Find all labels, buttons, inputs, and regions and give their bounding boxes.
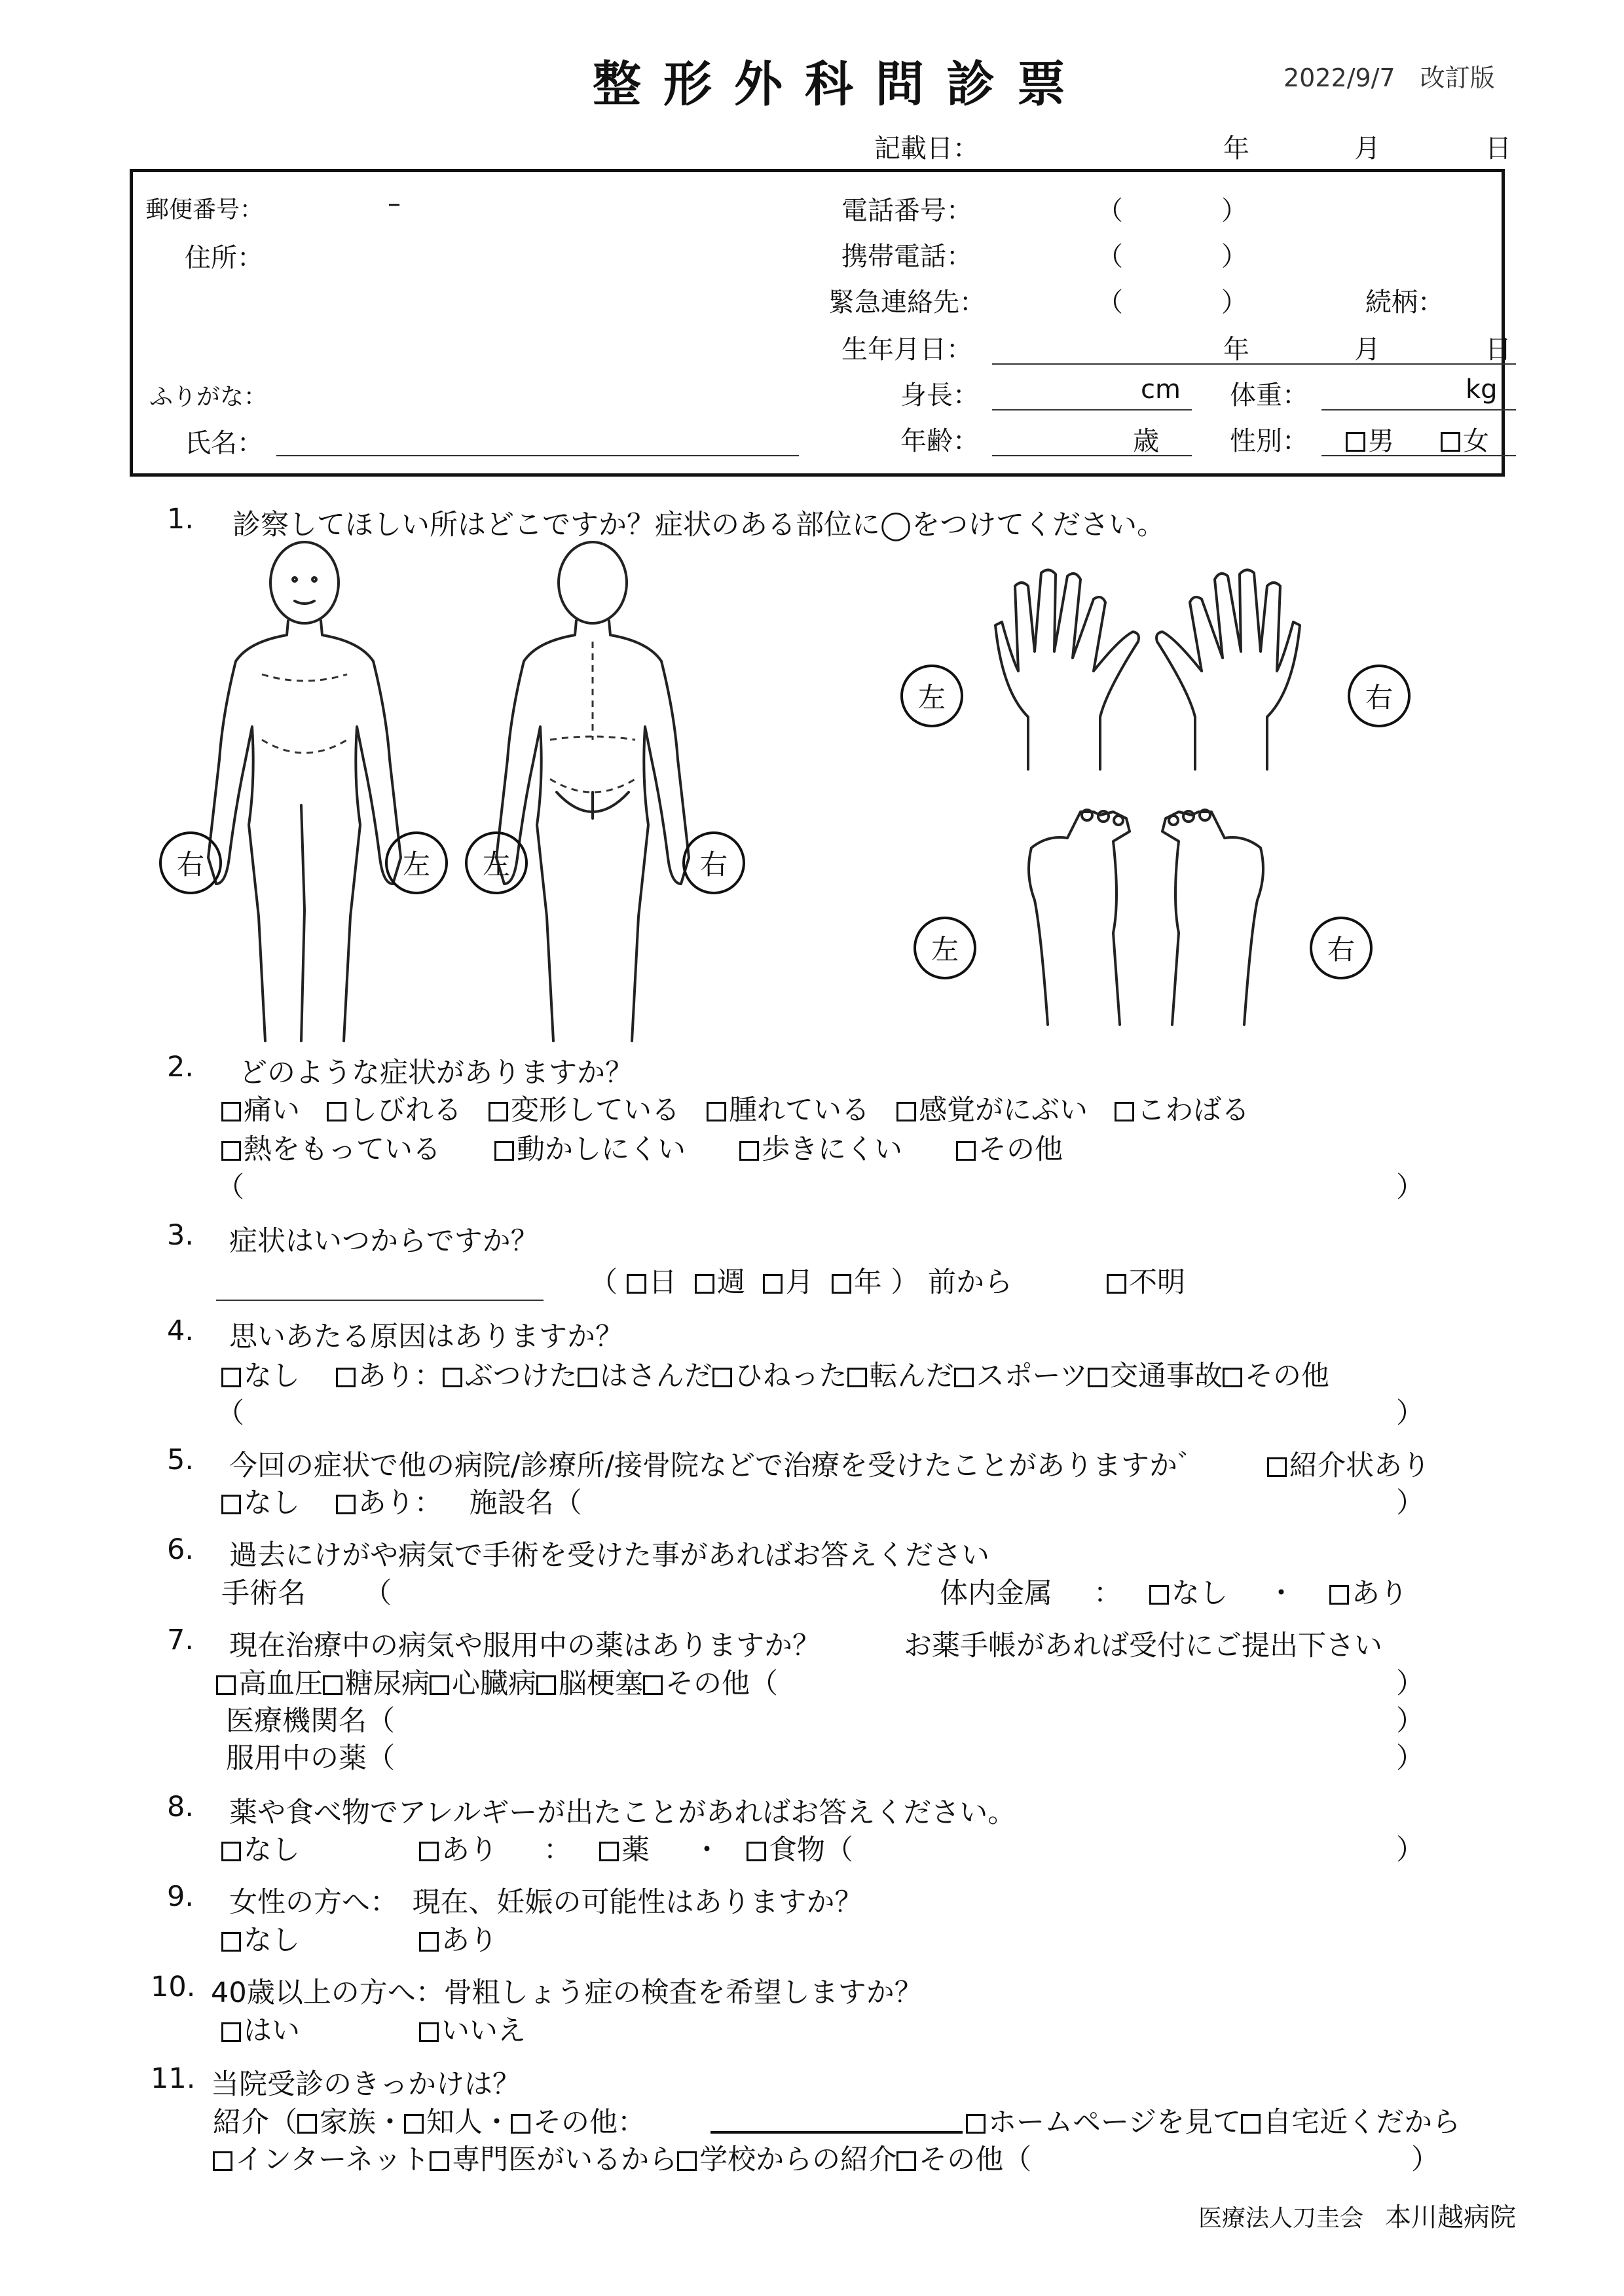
q2-opt-6[interactable]: 熱をもっている — [221, 1133, 441, 1166]
q10-yes-checkbox[interactable] — [221, 2022, 241, 2042]
q7-disease-4[interactable]: その他（ — [643, 1667, 778, 1700]
left-foot-figure[interactable] — [1022, 802, 1139, 1028]
birth-underline[interactable] — [992, 363, 1516, 365]
emergency-paren-open[interactable]: （ — [1097, 287, 1123, 318]
q3-unit-month[interactable]: 月 — [763, 1266, 813, 1299]
q8-dot: ・ — [693, 1834, 721, 1867]
q8-none[interactable]: なし — [221, 1828, 300, 1868]
footer-org: 医療法人刀圭会 — [1198, 2205, 1364, 2232]
body-back-figure[interactable] — [485, 543, 701, 1021]
sex-label: 性別： — [1230, 426, 1308, 456]
q4-cause-3[interactable]: 転んだ — [847, 1360, 954, 1393]
q3-day-checkbox[interactable] — [627, 1274, 646, 1294]
q2-opt-2-checkbox[interactable] — [489, 1102, 508, 1121]
phone-paren-open[interactable]: （ — [1097, 196, 1123, 226]
q5-referral-checkbox[interactable] — [1267, 1457, 1287, 1477]
q2-opt-1-checkbox[interactable] — [327, 1102, 346, 1121]
q11-row2: 紹介（ 家族・ 知人・ その他： — [213, 2106, 646, 2139]
q8-drug[interactable]: 薬 — [599, 1828, 650, 1868]
mobile-paren-close: ） — [1221, 242, 1247, 272]
q7-institution-close: ） — [1396, 1705, 1424, 1738]
q2-text: どのような症状がありますか？ — [239, 1057, 633, 1089]
page-title: 整形外科問診票 — [593, 56, 1088, 113]
address-label: 住所： — [185, 243, 263, 273]
q2-opt-3[interactable]: 腫れている — [707, 1094, 870, 1127]
q3-week-checkbox[interactable] — [695, 1274, 714, 1294]
date-year: 年 — [1223, 134, 1249, 164]
q6-yes-checkbox[interactable] — [1329, 1585, 1349, 1605]
q2-other-open[interactable]: （ — [216, 1171, 244, 1204]
foot-left-marker: 左 — [913, 917, 976, 979]
q11-homepage[interactable]: ホームページを見て — [966, 2106, 1241, 2139]
q7-diseases-close: ） — [1396, 1667, 1424, 1700]
q4-cause-3-checkbox[interactable] — [847, 1368, 867, 1387]
q9-yes-checkbox[interactable] — [419, 1932, 439, 1952]
q11-intro-opt-2[interactable]: その他： — [511, 2106, 646, 2139]
q11-row3-opt-0[interactable]: インターネット — [213, 2143, 430, 2176]
q11-row3-opt-1-checkbox[interactable] — [430, 2151, 449, 2171]
foot-right-marker: 右 — [1310, 917, 1373, 979]
q5-none[interactable]: なし — [221, 1487, 300, 1520]
left-hand-figure[interactable] — [989, 560, 1146, 776]
q1-number: 1. — [167, 503, 194, 536]
q10-text: 40歳以上の方へ：骨粗しょう症の検査を希望しますか？ — [211, 1977, 923, 2009]
mobile-paren-open[interactable]: （ — [1097, 242, 1123, 272]
q6-text: 過去にけがや病気で手術を受けた事があればお答えください — [229, 1539, 989, 1572]
q7-medicine-close: ） — [1396, 1742, 1424, 1775]
postal-label: 郵便番号： — [145, 196, 264, 223]
right-hand-figure[interactable] — [1149, 560, 1306, 776]
phone-label: 電話番号： — [841, 196, 972, 226]
emergency-label: 緊急連絡先： — [828, 287, 986, 318]
height-unit: cm — [1141, 374, 1181, 405]
q11-near[interactable]: 自宅近くだから — [1241, 2106, 1460, 2139]
q2-opt-0-checkbox[interactable] — [221, 1102, 241, 1121]
q7-note: お薬手帳があれば受付にご提出下さい — [904, 1630, 1382, 1662]
name-underline[interactable] — [276, 455, 799, 456]
q4-cause-2-checkbox[interactable] — [712, 1368, 732, 1387]
q2-opt-7-checkbox[interactable] — [494, 1141, 514, 1161]
relation-label: 続柄： — [1365, 287, 1444, 318]
q6-metal-dot: ・ — [1267, 1577, 1295, 1610]
q4-cause-6-checkbox[interactable] — [1223, 1368, 1242, 1387]
q8-yes-checkbox[interactable] — [419, 1842, 439, 1861]
furigana-label: ふりがな： — [149, 384, 268, 410]
back-left-marker: 左 — [465, 831, 528, 894]
q4-cause-1-checkbox[interactable] — [578, 1368, 597, 1387]
q10-no[interactable]: いいえ — [419, 2009, 526, 2049]
q8-food[interactable]: 食物（ — [747, 1828, 853, 1868]
birth-label: 生年月日： — [841, 335, 972, 365]
height-label: 身長： — [900, 380, 979, 410]
hand-left-marker: 左 — [900, 665, 963, 727]
front-left-marker: 左 — [385, 831, 448, 894]
q4-cause-4[interactable]: スポーツ — [954, 1360, 1088, 1393]
q7-disease-2-checkbox[interactable] — [430, 1675, 449, 1695]
q2-other-close: ） — [1396, 1171, 1424, 1204]
footer-hospital: 本川越病院 — [1385, 2202, 1516, 2232]
body-front-figure[interactable] — [196, 543, 413, 1021]
q5-yes[interactable]: あり： — [336, 1487, 443, 1520]
q4-cause-0[interactable]: ぶつけた — [443, 1360, 578, 1393]
q6-metal-yes[interactable]: あり — [1329, 1571, 1408, 1611]
q3-text: 症状はいつからですか？ — [229, 1225, 539, 1258]
right-foot-figure[interactable] — [1153, 802, 1270, 1028]
q5-referral[interactable]: 紹介状あり — [1267, 1444, 1430, 1484]
q5-row — [221, 1481, 582, 1521]
q6-metal-colon: ： — [1094, 1577, 1122, 1610]
weight-underline[interactable] — [1321, 409, 1516, 410]
mobile-label: 携帯電話： — [841, 242, 972, 272]
q3-unit-day[interactable]: 日 — [627, 1266, 677, 1299]
q2-opt-8[interactable]: 歩きにくい — [739, 1133, 902, 1166]
q2-row2 — [221, 1127, 1063, 1167]
q11-row3-opt-3[interactable]: その他（ — [896, 2143, 1031, 2176]
female-checkbox[interactable] — [1441, 432, 1460, 452]
q4-yes[interactable]: あり： — [336, 1360, 443, 1393]
q6-surgery-open[interactable]: （ — [363, 1577, 392, 1610]
q6-surgery-label: 手術名 — [221, 1577, 306, 1610]
q5-none-checkbox[interactable] — [221, 1495, 241, 1514]
q7-disease-1[interactable]: 糖尿病 — [323, 1667, 430, 1700]
q4-row — [221, 1354, 1329, 1394]
q9-yes[interactable]: あり — [419, 1918, 498, 1958]
q2-opt-8-checkbox[interactable] — [739, 1141, 759, 1161]
q5-text: 今回の症状で他の病院/診療所/接骨院などで治療を受けたことがありますか゛ — [229, 1449, 1206, 1482]
q2-opt-2[interactable]: 変形している — [489, 1094, 680, 1127]
q9-number: 9. — [167, 1880, 194, 1913]
weight-unit: kg — [1466, 374, 1498, 405]
q11-intro-opt-0-checkbox[interactable] — [297, 2114, 317, 2134]
q5-facility-close: ） — [1396, 1487, 1424, 1520]
q7-disease-1-checkbox[interactable] — [323, 1675, 342, 1695]
q3-unknown-checkbox[interactable] — [1107, 1274, 1126, 1294]
q11-other-underline[interactable] — [710, 2131, 963, 2134]
q7-disease-2[interactable]: 心臓病 — [430, 1667, 536, 1700]
emergency-paren-close: ） — [1221, 287, 1247, 318]
q2-opt-5-checkbox[interactable] — [1115, 1102, 1134, 1121]
q11-intro-opt-1[interactable]: 知人・ — [404, 2106, 511, 2139]
q2-opt-3-checkbox[interactable] — [707, 1102, 726, 1121]
height-underline[interactable] — [992, 409, 1192, 410]
q7-number: 7. — [167, 1624, 194, 1656]
q7-disease-0[interactable]: 高血圧 — [216, 1667, 323, 1700]
q5-number: 5. — [167, 1444, 194, 1476]
q7-disease-4-checkbox[interactable] — [643, 1675, 663, 1695]
date-month: 月 — [1354, 134, 1380, 164]
q8-number: 8. — [167, 1791, 194, 1823]
date-label: 記載日： — [874, 134, 979, 164]
q4-cause-4-checkbox[interactable] — [954, 1368, 974, 1387]
back-right-marker: 右 — [682, 831, 745, 894]
date-day: 日 — [1485, 134, 1511, 164]
q4-cause-6[interactable]: その他 — [1223, 1360, 1329, 1393]
sex-female[interactable]: 女 — [1441, 420, 1489, 458]
q7-disease-3[interactable]: 脳梗塞 — [536, 1667, 643, 1700]
q2-opt-9[interactable]: その他 — [956, 1133, 1063, 1166]
q4-none[interactable]: なし — [221, 1360, 300, 1393]
q7-text: 現在治療中の病気や服用中の薬はありますか？ — [229, 1630, 821, 1662]
name-label: 氏名： — [185, 428, 263, 458]
q7-medicine[interactable]: 服用中の薬（ — [226, 1742, 395, 1775]
q5-facility-label[interactable]: 施設名（ — [469, 1487, 582, 1520]
q2-opt-4-checkbox[interactable] — [896, 1102, 916, 1121]
q8-colon: ： — [544, 1834, 572, 1867]
q8-food-close: ） — [1396, 1834, 1424, 1867]
q10-no-checkbox[interactable] — [419, 2022, 439, 2042]
birth-day: 日 — [1485, 335, 1511, 365]
q11-homepage-checkbox[interactable] — [966, 2114, 986, 2134]
age-label: 年齢： — [900, 426, 979, 456]
q11-near-checkbox[interactable] — [1241, 2114, 1261, 2134]
q10-yes[interactable]: はい — [221, 2009, 300, 2049]
hand-right-marker: 右 — [1348, 665, 1411, 727]
q8-yes[interactable]: あり — [419, 1828, 498, 1868]
q2-opt-5[interactable]: こわばる — [1115, 1094, 1249, 1127]
q4-cause-0-checkbox[interactable] — [443, 1368, 462, 1387]
q11-row3-opt-1[interactable]: 専門医がいるから — [430, 2143, 677, 2176]
q4-other-close: ） — [1396, 1397, 1424, 1430]
q9-none[interactable]: なし — [221, 1918, 300, 1958]
q8-text: 薬や食べ物でアレルギーが出たことがあればお答えください。 — [229, 1796, 1016, 1829]
q8-none-checkbox[interactable] — [221, 1842, 241, 1861]
q3-month-checkbox[interactable] — [763, 1274, 783, 1294]
q1-text: 診察してほしい所はどこですか？症状のある部位に◯をつけてください。 — [232, 509, 1166, 541]
sex-male[interactable]: 男 — [1346, 420, 1394, 458]
q11-row3-opt-0-checkbox[interactable] — [213, 2151, 232, 2171]
q3-year-checkbox[interactable] — [832, 1274, 851, 1294]
q2-row1 — [221, 1088, 1249, 1128]
q5-yes-checkbox[interactable] — [336, 1495, 356, 1514]
q9-none-checkbox[interactable] — [221, 1932, 241, 1952]
q4-cause-1[interactable]: はさんだ — [578, 1360, 712, 1393]
q3-unit-year[interactable]: 年 — [832, 1266, 882, 1299]
sex-underline — [1321, 455, 1516, 456]
q10-number: 10. — [151, 1971, 196, 2003]
q7-institution[interactable]: 医療機関名（ — [226, 1705, 395, 1738]
q6-none-checkbox[interactable] — [1149, 1585, 1169, 1605]
q2-opt-1[interactable]: しびれる — [327, 1094, 462, 1127]
q11-row3-opt-3-checkbox[interactable] — [896, 2151, 916, 2171]
q2-number: 2. — [167, 1051, 194, 1084]
q6-metal-label: 体内金属 — [940, 1577, 1052, 1610]
q3-duration-underline[interactable] — [216, 1300, 544, 1301]
q7-disease-3-checkbox[interactable] — [536, 1675, 556, 1695]
phone-paren-close: ） — [1221, 196, 1247, 226]
q8-drug-checkbox[interactable] — [599, 1842, 619, 1861]
q4-number: 4. — [167, 1315, 194, 1347]
q7-diseases — [216, 1662, 778, 1702]
q11-number: 11. — [151, 2062, 196, 2095]
q3-units: （ 日 週 月 年 ） 前から — [589, 1266, 1013, 1299]
q11-row2-right — [966, 2100, 1460, 2140]
revision-date: 2022/9/7 改訂版 — [1283, 64, 1495, 92]
q2-opt-4[interactable]: 感覚がにぶい — [896, 1094, 1088, 1127]
q6-number: 6. — [167, 1533, 194, 1566]
birth-month: 月 — [1354, 335, 1380, 365]
q4-yes-checkbox[interactable] — [336, 1368, 356, 1387]
q9-text: 女性の方へ： 現在、妊娠の可能性はありますか？ — [229, 1886, 863, 1919]
q4-cause-5-checkbox[interactable] — [1088, 1368, 1107, 1387]
q4-cause-5[interactable]: 交通事故 — [1088, 1360, 1223, 1393]
q2-opt-7[interactable]: 動かしにくい — [494, 1133, 686, 1166]
q11-row3-opt-2-checkbox[interactable] — [677, 2151, 697, 2171]
q4-text: 思いあたる原因はありますか？ — [229, 1321, 623, 1353]
q3-number: 3. — [167, 1219, 194, 1252]
q3-unit-week[interactable]: 週 — [695, 1266, 745, 1299]
q7-disease-0-checkbox[interactable] — [216, 1675, 236, 1695]
q8-food-checkbox[interactable] — [747, 1842, 766, 1861]
q2-opt-0[interactable]: 痛い — [221, 1094, 300, 1127]
q6-metal-none[interactable]: なし — [1149, 1571, 1228, 1611]
q4-other-open[interactable]: （ — [216, 1397, 244, 1430]
postal-dash: – — [388, 189, 401, 219]
q11-row3-close: ） — [1411, 2143, 1439, 2176]
q11-intro-opt-2-checkbox[interactable] — [511, 2114, 530, 2134]
q11-row3 — [213, 2138, 1031, 2178]
q4-none-checkbox[interactable] — [221, 1368, 241, 1387]
q11-text: 当院受診のきっかけは？ — [211, 2068, 521, 2101]
male-checkbox[interactable] — [1346, 432, 1365, 452]
front-right-marker: 右 — [159, 831, 222, 894]
q2-opt-9-checkbox[interactable] — [956, 1141, 976, 1161]
q11-intro-opt-0[interactable]: 家族・ — [297, 2106, 404, 2139]
weight-label: 体重： — [1230, 380, 1308, 410]
birth-year: 年 — [1223, 335, 1249, 365]
q2-opt-6-checkbox[interactable] — [221, 1141, 241, 1161]
age-underline[interactable] — [992, 455, 1192, 456]
age-unit: 歳 — [1133, 426, 1159, 456]
q11-intro-opt-1-checkbox[interactable] — [404, 2114, 424, 2134]
q3-unknown[interactable]: 不明 — [1107, 1260, 1185, 1300]
q11-row3-opt-2[interactable]: 学校からの紹介 — [677, 2143, 896, 2176]
q4-cause-2[interactable]: ひねった — [712, 1360, 847, 1393]
